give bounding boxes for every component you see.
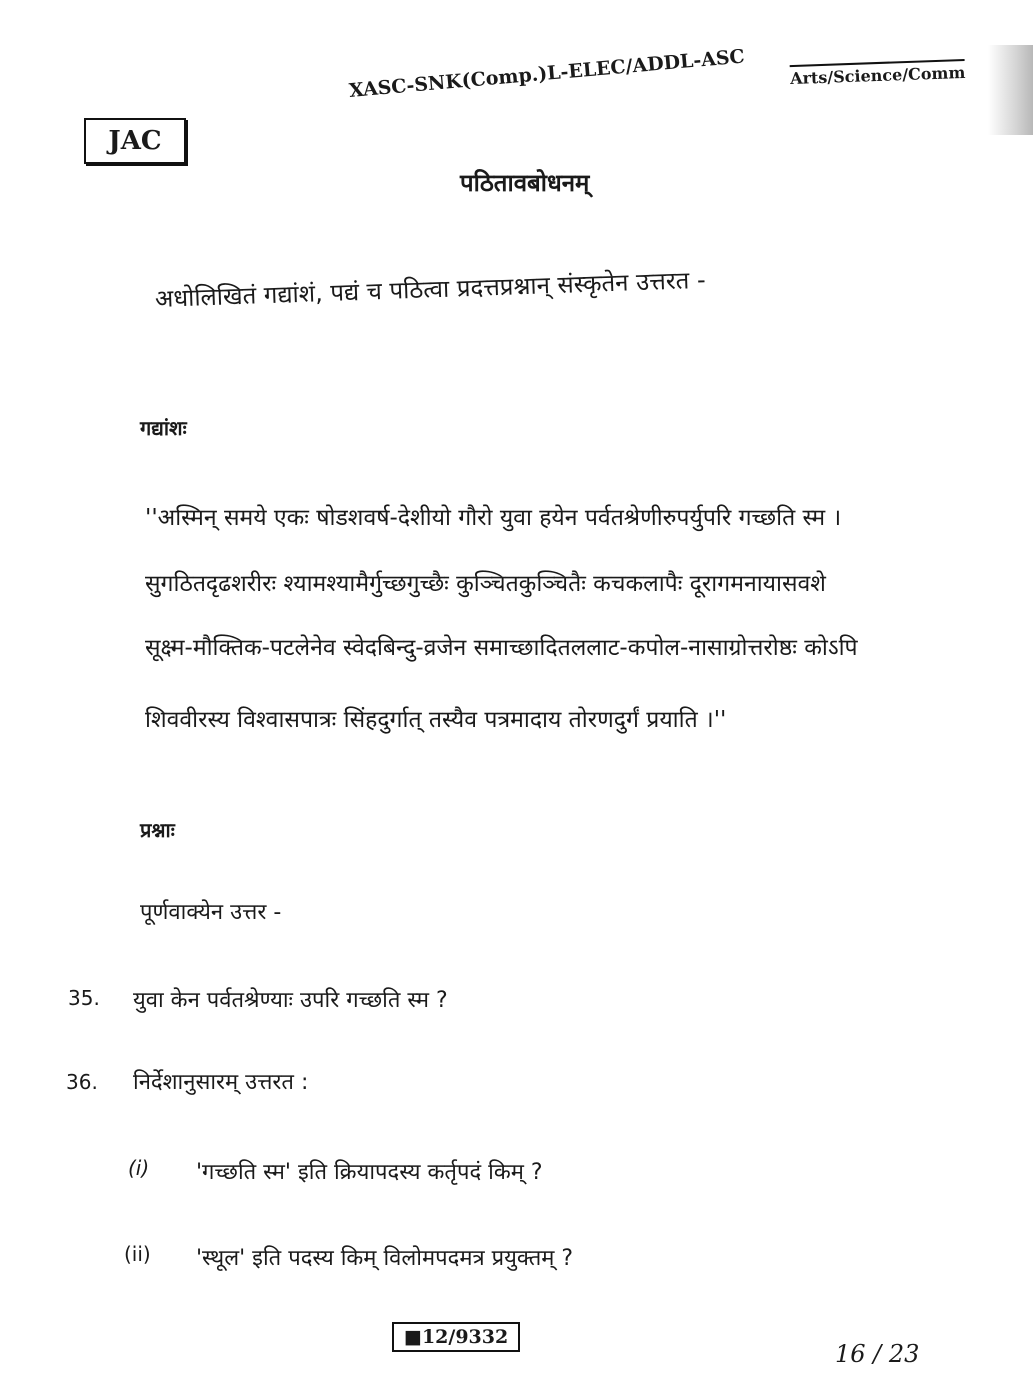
passage-line: सूक्ष्म-मौक्तिक-पटलेनेव स्वेदबिन्दु-व्रजेन समाच्छादितललाट-कपोल-नासाग्रोत्तरोष्ठः कोऽपि	[145, 635, 858, 661]
question-text: निर्देशानुसारम् उत्तरत :	[133, 1070, 309, 1095]
subquestion-number: (i)	[128, 1156, 150, 1180]
passage-line: ''अस्मिन् समये एकः षोडशवर्ष-देशीयो गौरो युवा हयेन पर्वतश्रेणीरुपर्युपरि गच्छति स्म ।	[145, 505, 842, 531]
questions-subheading: पूर्णवाक्येन उत्तर -	[140, 900, 282, 925]
subquestion-number: (ii)	[124, 1242, 151, 1266]
question-number: 36.	[66, 1070, 98, 1094]
questions-heading: प्रश्नाः	[140, 818, 175, 842]
paper-code: XASC-SNK(Comp.)L-ELEC/ADDL-ASC	[348, 45, 746, 102]
subquestion-text: 'स्थूल' इति पदस्य किम् विलोमपदमत्र प्रयुक्तम् ?	[196, 1246, 574, 1271]
scan-edge-shadow	[988, 45, 1033, 135]
page-number: 16 / 23	[835, 1340, 920, 1368]
stream-label: Arts/Science/Comm	[790, 59, 966, 88]
footer-code: ■12/9332	[392, 1322, 520, 1352]
subquestion-text: 'गच्छति स्म' इति क्रियापदस्य कर्तृपदं किम् ?	[196, 1160, 543, 1185]
instruction: अधोलिखितं गद्यांशं, पद्यं च पठित्वा प्रदत्तप्रश्नान् संस्कृतेन उत्तरत -	[154, 265, 707, 313]
passage-heading: गद्यांशः	[140, 416, 187, 440]
passage-line: शिववीरस्य विश्वासपात्रः सिंहदुर्गात् तस्यैव पत्रमादाय तोरणदुर्गं प्रयाति ।''	[145, 707, 727, 733]
question-number: 35.	[68, 986, 100, 1010]
section-title: पठितावबोधनम्	[460, 169, 590, 197]
question-text: युवा केन पर्वतश्रेण्याः उपरि गच्छति स्म ?	[133, 988, 448, 1013]
passage-line: सुगठितदृढशरीरः श्यामश्यामैर्गुच्छगुच्छैः कुञ्चितकुञ्चितैः कचकलापैः दूरागमनायासवशे	[145, 571, 826, 597]
board-badge: JAC	[84, 118, 186, 164]
